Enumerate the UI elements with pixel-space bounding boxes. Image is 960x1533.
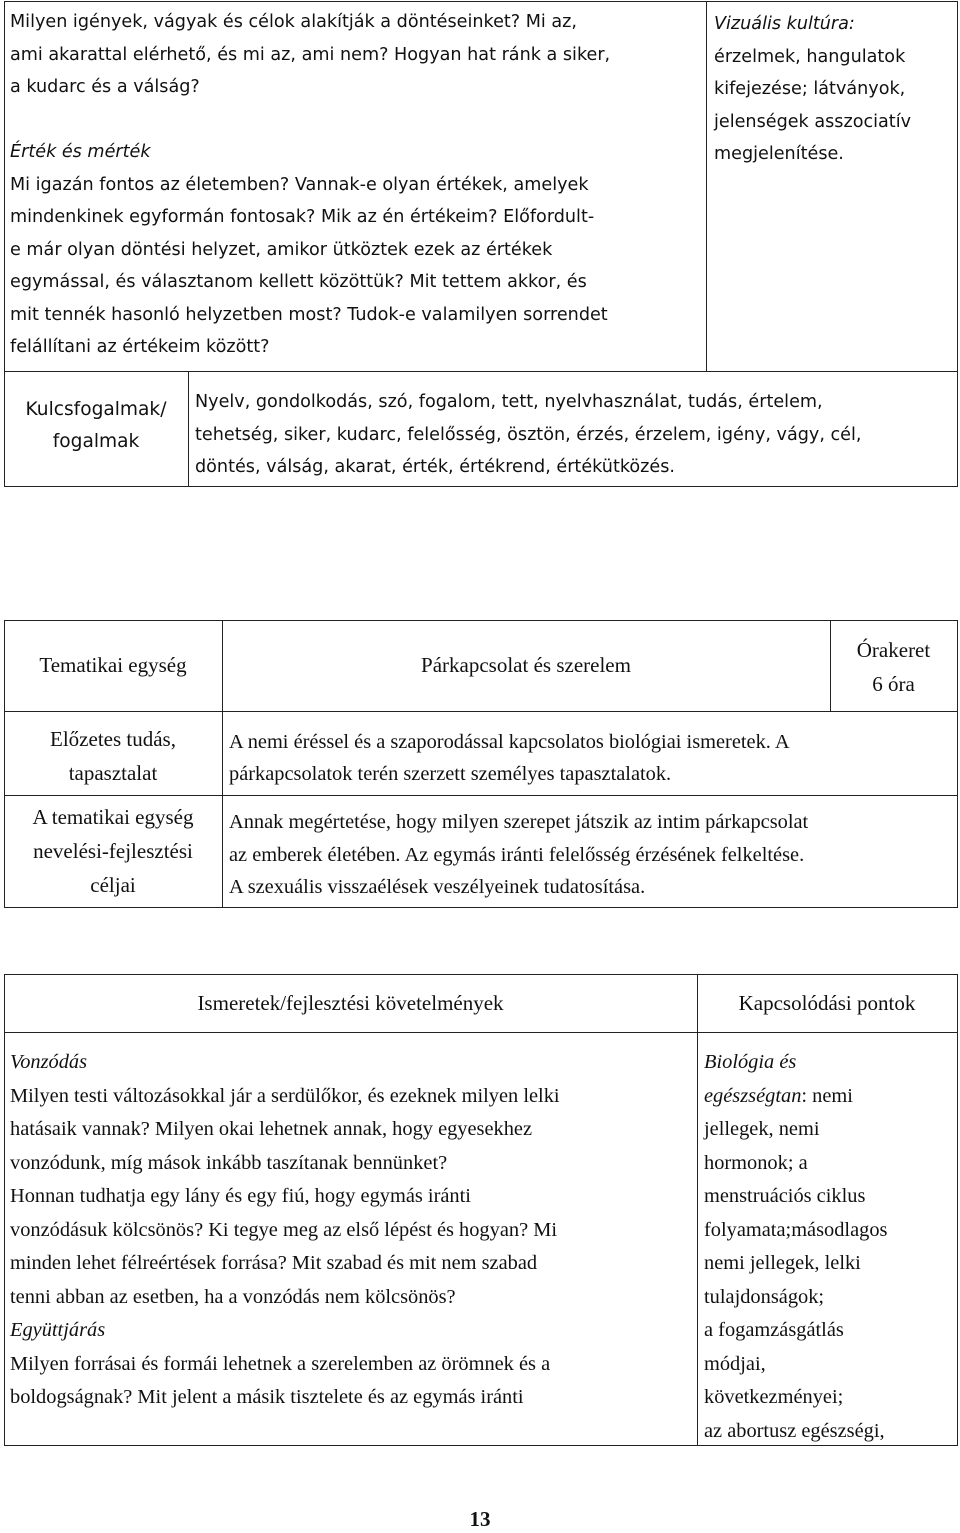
text-line: Nyelv, gondolkodás, szó, fogalom, tett, nyelvhasználat, tudás, értelem, <box>195 392 823 412</box>
table1-bottom-border <box>4 486 958 487</box>
text-line: párkapcsolatok terén szerzett személyes tapasztalatok. <box>229 763 672 785</box>
text-line: Milyen testi változásokkal jár a serdülőkor, és ezeknek milyen lelki <box>10 1084 560 1107</box>
connection-heading: Vizuális kultúra: <box>714 14 855 34</box>
keywords-label-line: fogalmak <box>52 431 140 452</box>
text-line: minden lehet félreértések forrása? Mit szabad és mit nem szabad <box>10 1252 538 1274</box>
unit-label: Tematikai egység <box>39 653 187 677</box>
table1-row-divider <box>4 371 958 372</box>
table1-right-border <box>957 1 958 487</box>
text-line: mit tennék hasonló helyzetben most? Tudok-e valamilyen sorrendet <box>10 304 608 325</box>
subheading-ertek-es-mertek: Érték és mérték <box>10 142 151 162</box>
keywords-label <box>4 394 188 458</box>
text-line: ami akarattal elérhető, és mi az, ami nem? Hogyan hat ránk a siker, <box>10 44 611 65</box>
text-line: módjai, <box>704 1352 766 1375</box>
label-line: A tematikai egység <box>32 805 194 829</box>
text-line: hatásaik vannak? Milyen okai lehetnek annak, hogy egyesekhez <box>10 1118 533 1140</box>
text-line: A szexuális visszaélések veszélyeinek tudatosítása. <box>229 876 646 898</box>
unit-title: Párkapcsolat és szerelem <box>421 653 631 677</box>
text-line <box>10 104 610 137</box>
keywords-label-line: Kulcsfogalmak/ <box>25 399 167 420</box>
text-line: A nemi éréssel és a szaporodással kapcsolatos biológiai ismeretek. A <box>229 731 790 753</box>
text-line: vonzódásuk kölcsönös? Ki tegye meg az első lépést és hogyan? Mi <box>10 1218 558 1241</box>
goals-text <box>229 806 808 904</box>
text-line: e már olyan döntési helyzet, amikor ütköztek ezek az értékek <box>10 239 553 260</box>
table3-header-divider <box>4 1032 958 1033</box>
table1-top-border <box>4 1 958 2</box>
table3-right-border <box>957 974 958 1446</box>
label-line: nevelési-fejlesztési <box>33 839 193 863</box>
topic-vonzodas: Vonzódás <box>10 1051 88 1073</box>
hours-value: 6 óra <box>872 672 915 696</box>
label-line: tapasztalat <box>68 761 158 785</box>
goals-label <box>4 800 222 902</box>
keywords-col-divider <box>188 371 189 487</box>
connection-subject-line-2 <box>704 1080 887 1114</box>
connection-subject-line: Biológia és <box>704 1051 797 1073</box>
text-line: Annak megértetése, hogy milyen szerepet játszik az intim párkapcsolat <box>229 811 809 833</box>
text-line: felállítani az értékeim között? <box>10 337 270 357</box>
connection-points <box>704 1046 887 1448</box>
connection-subject-suffix: : nemi <box>801 1084 853 1107</box>
text-line: vonzódunk, míg mások inkább taszítanak bennünket? <box>10 1151 448 1174</box>
page-number: 13 <box>469 1507 491 1531</box>
table1-col-divider <box>706 1 707 372</box>
text-line: nemi jellegek, lelki <box>704 1252 861 1274</box>
requirements-header: Ismeretek/fejlesztési követelmények <box>197 991 504 1015</box>
text-line: következményei; <box>704 1386 844 1408</box>
text-line: menstruációs ciklus <box>704 1185 866 1207</box>
label-line: céljai <box>90 873 136 897</box>
content-questions <box>10 6 610 364</box>
text-line: mindenkinek egyformán fontosak? Mik az én értékeim? Előfordult- <box>10 207 595 227</box>
connections-header: Kapcsolódási pontok <box>738 991 916 1015</box>
table2-row-divider-1 <box>4 711 958 712</box>
connection-subject: egészségtan <box>704 1084 802 1107</box>
table3-top-border <box>4 974 958 975</box>
table2-right-border <box>957 620 958 908</box>
text-line: Mi igazán fontos az életemben? Vannak-e olyan értékek, amelyek <box>10 174 589 195</box>
text-line: tenni abban az esetben, ha a vonzódás nem kölcsönös? <box>10 1285 456 1308</box>
prior-knowledge-label <box>4 722 222 790</box>
text-line: érzelmek, hangulatok <box>714 46 906 67</box>
topic-egyuttjaras: Együttjárás <box>10 1319 106 1341</box>
table2-row-divider-2 <box>4 795 958 796</box>
table2-top-border <box>4 620 958 621</box>
hours-box <box>830 633 957 701</box>
text-line: folyamata;másodlagos <box>704 1218 888 1241</box>
text-line: a fogamzásgátlás <box>704 1319 844 1341</box>
text-line: Milyen igények, vágyak és célok alakítják a döntéseinket? Mi az, <box>10 12 577 32</box>
table3-col-divider <box>697 974 698 1446</box>
hours-label: Órakeret <box>856 638 931 662</box>
text-line: hormonok; a <box>704 1151 808 1174</box>
prior-knowledge-text <box>229 726 790 790</box>
text-line: az abortusz egészségi, <box>704 1419 885 1442</box>
text-line: Milyen forrásai és formái lehetnek a szerelemben az örömnek és a <box>10 1352 551 1375</box>
text-line: az emberek életében. Az egymás iránti felelősség érzésének felkeltése. <box>229 843 805 866</box>
text-line: tehetség, siker, kudarc, felelősség, ösztön, érzés, érzelem, igény, vágy, cél, <box>195 424 862 445</box>
connection-visual-culture <box>714 8 911 171</box>
keywords-list <box>195 386 862 484</box>
text-line: a kudarc és a válság? <box>10 77 200 97</box>
text-line: döntés, válság, akarat, érték, értékrend, értékütközés. <box>195 457 675 477</box>
text-line: kifejezése; látványok, <box>714 79 906 99</box>
text-line: megjelenítése. <box>714 144 844 164</box>
table3-left-border <box>4 974 5 1446</box>
text-line: jelenségek asszociatív <box>714 111 911 132</box>
requirements-content <box>10 1046 560 1415</box>
text-line: egymással, és választanom kellett közöttük? Mit tettem akkor, és <box>10 272 587 292</box>
text-line: jellegek, nemi <box>704 1118 820 1140</box>
table2-bottom-border <box>4 907 958 908</box>
text-line: tulajdonságok; <box>704 1285 825 1308</box>
label-line: Előzetes tudás, <box>50 727 176 751</box>
text-line: Honnan tudhatja egy lány és egy fiú, hogy egymás iránti <box>10 1185 471 1207</box>
text-line: boldogságnak? Mit jelent a másik tisztelete és az egymás iránti <box>10 1386 524 1408</box>
